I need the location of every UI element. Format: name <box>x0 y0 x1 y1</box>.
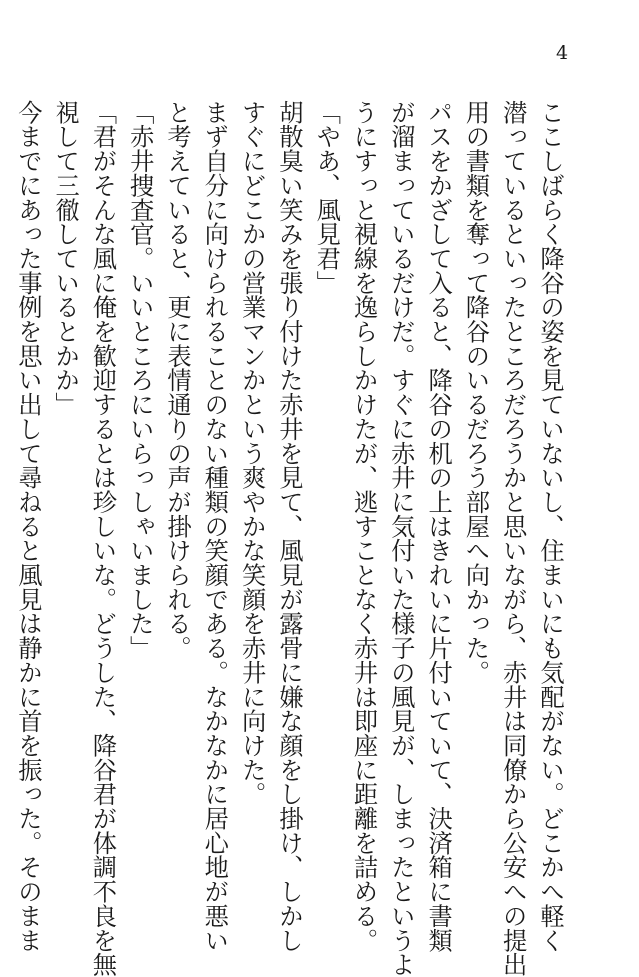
text-line: パスをかざして入ると、降谷の机の上はきれいに片付いていて、決済箱に書類 <box>424 100 454 953</box>
text-line: 胡散臭い笑みを張り付けた赤井を見て、風見が露骨に嫌な顔をし掛け、しかし <box>274 100 304 953</box>
page-number: 4 <box>556 42 569 64</box>
text-line: 潜っているといったところだろうかと思いながら、赤井は同僚から公安への提出 <box>498 100 528 977</box>
text-line: が溜まっているだけだ。すぐに赤井に気付いた様子の風見が、しまったというよ <box>386 100 416 977</box>
text-line: 「赤井捜査官。いいところにいらっしゃいました」 <box>125 100 155 661</box>
text-line: 「やあ、風見君」 <box>312 100 342 295</box>
text-line: と考えていると、更に表情通りの声が掛けられる。 <box>163 100 193 661</box>
text-line: すぐにどこかの営業マンかという爽やかな笑顔を赤井に向けた。 <box>237 100 267 807</box>
text-line: ここしばらく降谷の姿を見ていないし、住まいにも気配がない。どこかへ軽く <box>536 100 565 953</box>
text-line: 視して三徹しているとかか」 <box>51 100 81 417</box>
text-line: 今までにあった事例を思い出して尋ねると風見は静かに首を振った。そのまま <box>13 100 43 953</box>
text-line: まず自分に向けられることのない種類の笑顔である。なかなかに居心地が悪い <box>200 100 230 953</box>
vertical-text-body <box>10 100 569 977</box>
text-line: うにすっと視線を逸らしかけたが、逃すことなく赤井は即座に距離を詰める。 <box>349 100 379 953</box>
text-line: 用の書類を奪って降谷のいるだろう部屋へ向かった。 <box>461 100 491 685</box>
text-line: 「君がそんな風に俺を歓迎するとは珍しいな。どうした、降谷君が体調不良を無 <box>88 100 118 977</box>
